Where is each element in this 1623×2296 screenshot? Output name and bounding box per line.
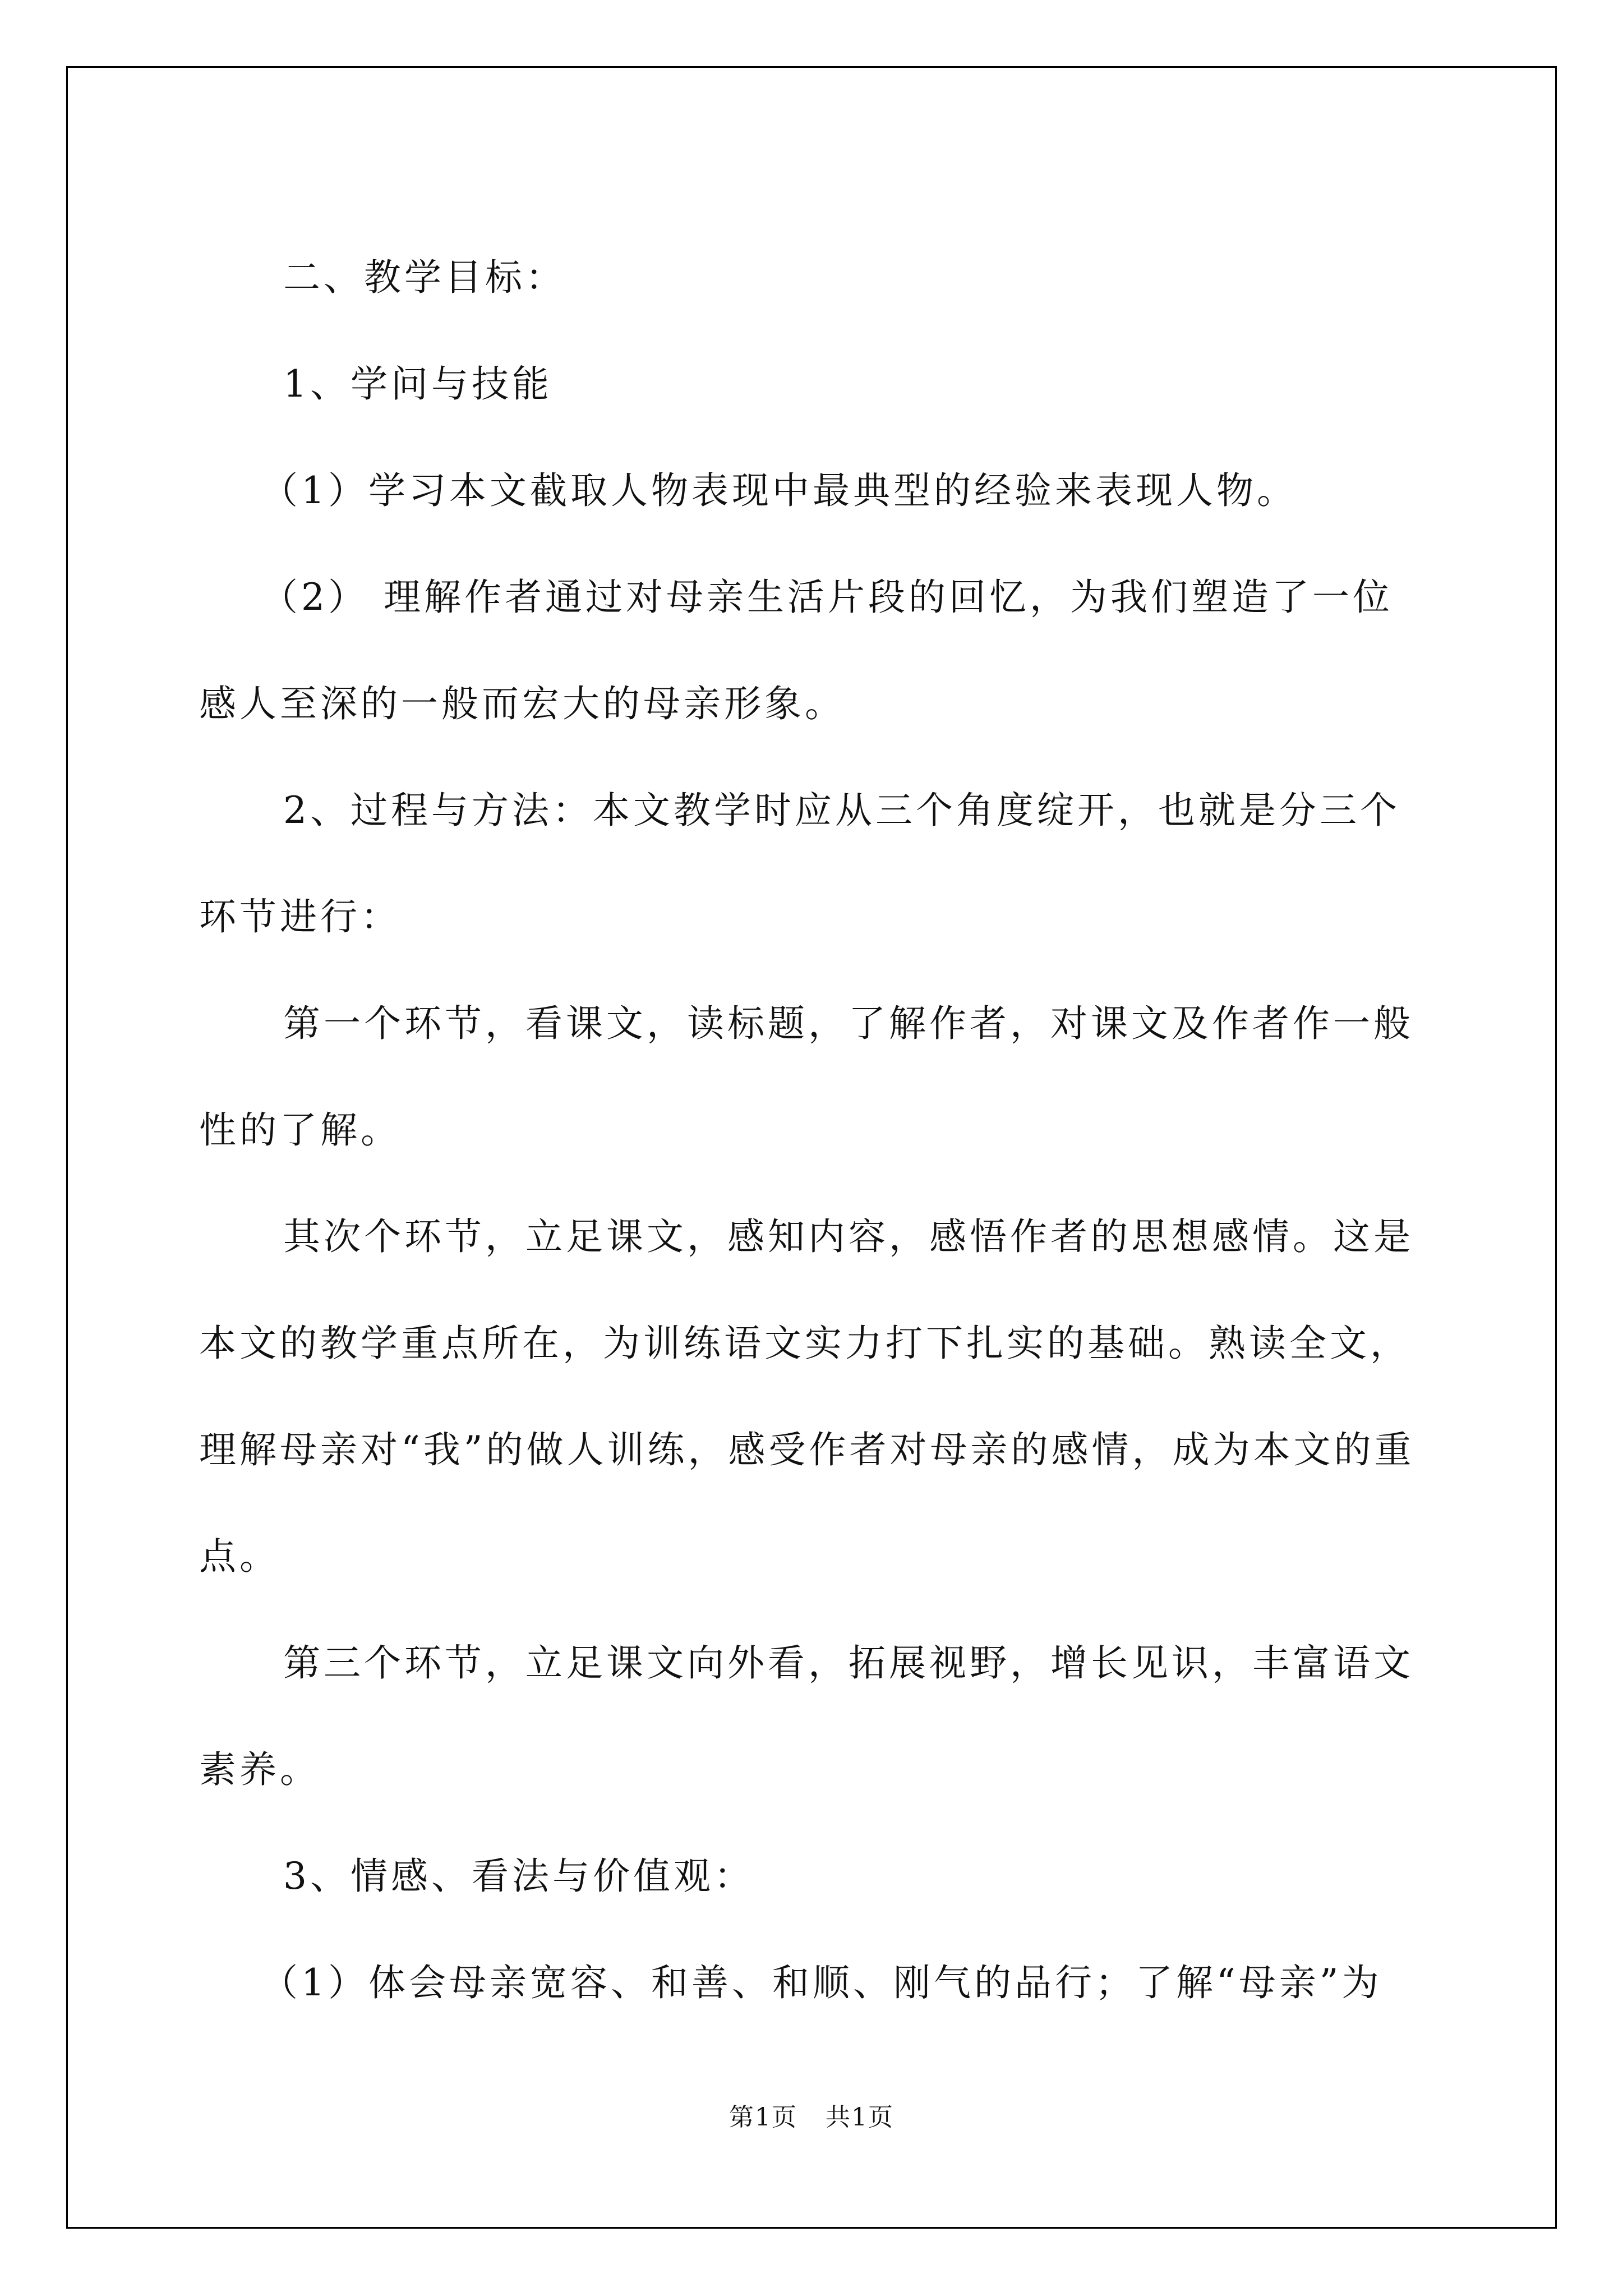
heading-knowledge-skills: 1、学问与技能 [283,362,552,406]
paragraph-second-step: 其次个环节，立足课文，感知内容，感悟作者的思想感情。这是本文的教学重点所在，为训练语文实力打下扎实的基础。熟读全文，理解母亲对“我”的做人训练，感受作者对母亲的感情，成为本文的重点。 [199,1215,1415,1578]
paragraph-item-1: （1）学习本文截取人物表现中最典型的经验来表现人物。 [261,469,1297,512]
section-heading-objectives: 二、教学目标： [283,256,566,299]
page-total: 共1页 [826,2103,894,2132]
paragraph-third-step: 第三个环节，立足课文向外看，拓展视野，增长见识，丰富语文素养。 [199,1641,1414,1791]
heading-emotion-values: 3、情感、看法与价值观： [283,1855,754,1898]
paragraph-emotion-item-1: （1）体会母亲宽容、和善、和顺、刚气的品行；了解“母亲”为 [261,1961,1382,2004]
paragraph-item-2: （2） 理解作者通过对母亲生活片段的回忆，为我们塑造了一位感人至深的一般而宏大的母亲形象。 [199,576,1393,725]
heading-process-method: 2、过程与方法：本文教学时应从三个角度绽开，也就是分三个环节进行： [199,789,1400,938]
page-number: 第1页 [729,2103,797,2132]
paragraph-first-step: 第一个环节，看课文，读标题，了解作者，对课文及作者作一般性的了解。 [199,1002,1414,1152]
document-body [199,224,1433,2036]
page-footer [0,2097,1623,2133]
